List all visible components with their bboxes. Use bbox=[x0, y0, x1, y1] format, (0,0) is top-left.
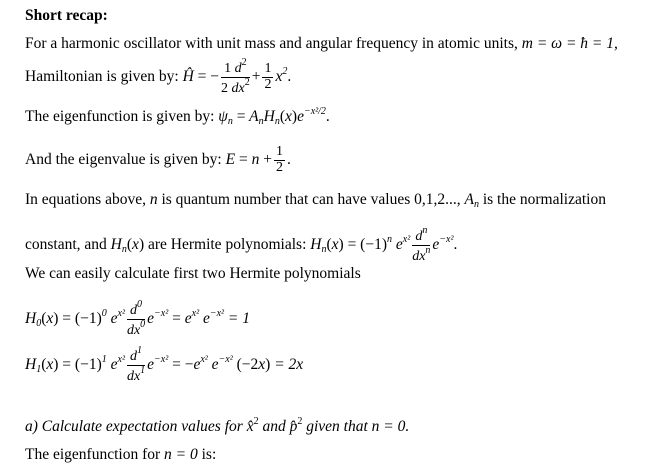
x-hat-squared: x̂$^2$ bbox=[246, 416, 259, 435]
desc-text-2: is quantum number that can have values 0,1,2..., bbox=[161, 191, 461, 208]
desc-text-4: constant, and bbox=[25, 235, 107, 253]
question-a-text: a) Calculate expectation values for bbox=[25, 418, 243, 435]
n-symbol: n bbox=[149, 191, 158, 208]
intro-line bbox=[25, 36, 618, 52]
eig-n0-text: The eigenfunction for bbox=[25, 446, 161, 463]
h0-line bbox=[25, 300, 250, 338]
hamiltonian-label: Hamiltonian is given by: bbox=[25, 67, 179, 85]
h1-line bbox=[25, 346, 303, 384]
h-n-symbol: $H_n(x)$ bbox=[110, 235, 145, 255]
eigenvalue-equation: E = n + $\frac{1}{2}$ . bbox=[225, 144, 291, 175]
calc-intro: We can easily calculate first two Hermite polynomials bbox=[25, 265, 361, 282]
h0-result: = 1 bbox=[227, 309, 250, 327]
description-line-2 bbox=[25, 226, 457, 264]
eig-n0-equation: n = 0 bbox=[164, 446, 198, 463]
eigenfunction-line bbox=[25, 107, 330, 127]
question-a-n: n = 0. bbox=[371, 418, 410, 435]
eigenfunction-equation: $\psi_n = A_nH_n(x)e^{-x^2/2}$. bbox=[218, 106, 330, 127]
hermite-definition: $H_n(x) = (-1)^n$ $e^{x^2}$ $\frac{d^n}{dx^n}$ $e^{-x^2}$. bbox=[310, 225, 458, 264]
h1-equation: $H_1(x) = (-1)^1$ $e^{x^2}$ $\frac{d^1}{dx^1}$ $e^{-x^2} = -e^{x^2}$ $e^{-x^2}$ (−2x) bbox=[25, 345, 271, 384]
eigenfunction-label: The eigenfunction is given by: bbox=[25, 108, 215, 125]
question-a-and: and bbox=[262, 418, 286, 435]
h0-equation: $H_0(x) = (-1)^0$ $e^{x^2}$ $\frac{d^0}{dx^0}$ $e^{-x^2} = e^{x^2}$ $e^{-x^2}$ bbox=[25, 299, 225, 338]
question-a bbox=[25, 417, 409, 435]
intro-text: For a harmonic oscillator with unit mass and angular frequency in atomic units, bbox=[25, 35, 518, 52]
question-a-given: given that bbox=[306, 418, 368, 435]
hamiltonian-line bbox=[25, 58, 291, 96]
eigenvalue-label: And the eigenvalue is given by: bbox=[25, 150, 222, 168]
eigenfunction-n0-line bbox=[25, 447, 216, 463]
eigenvalue-line bbox=[25, 145, 291, 175]
h1-result: = 2x bbox=[274, 355, 304, 373]
units-equation: m = ω = ħ = 1, bbox=[521, 35, 618, 52]
desc-text-1: In equations above, bbox=[25, 191, 146, 208]
desc-text-5: are Hermite polynomials: bbox=[147, 235, 307, 253]
recap-title: Short recap: bbox=[25, 7, 108, 24]
hamiltonian-equation: Ĥ = − $\frac{1 d^2}{2 dx^2}$ + $\frac{1}{2}$ $x^2$. bbox=[182, 57, 292, 96]
desc-text-3: is the normalization bbox=[482, 191, 606, 208]
a-n-symbol: $A_n$ bbox=[464, 191, 479, 210]
p-hat-squared: p̂$^2$ bbox=[289, 416, 303, 435]
description-line-1 bbox=[25, 192, 606, 210]
eig-n0-tail: is: bbox=[201, 446, 217, 463]
